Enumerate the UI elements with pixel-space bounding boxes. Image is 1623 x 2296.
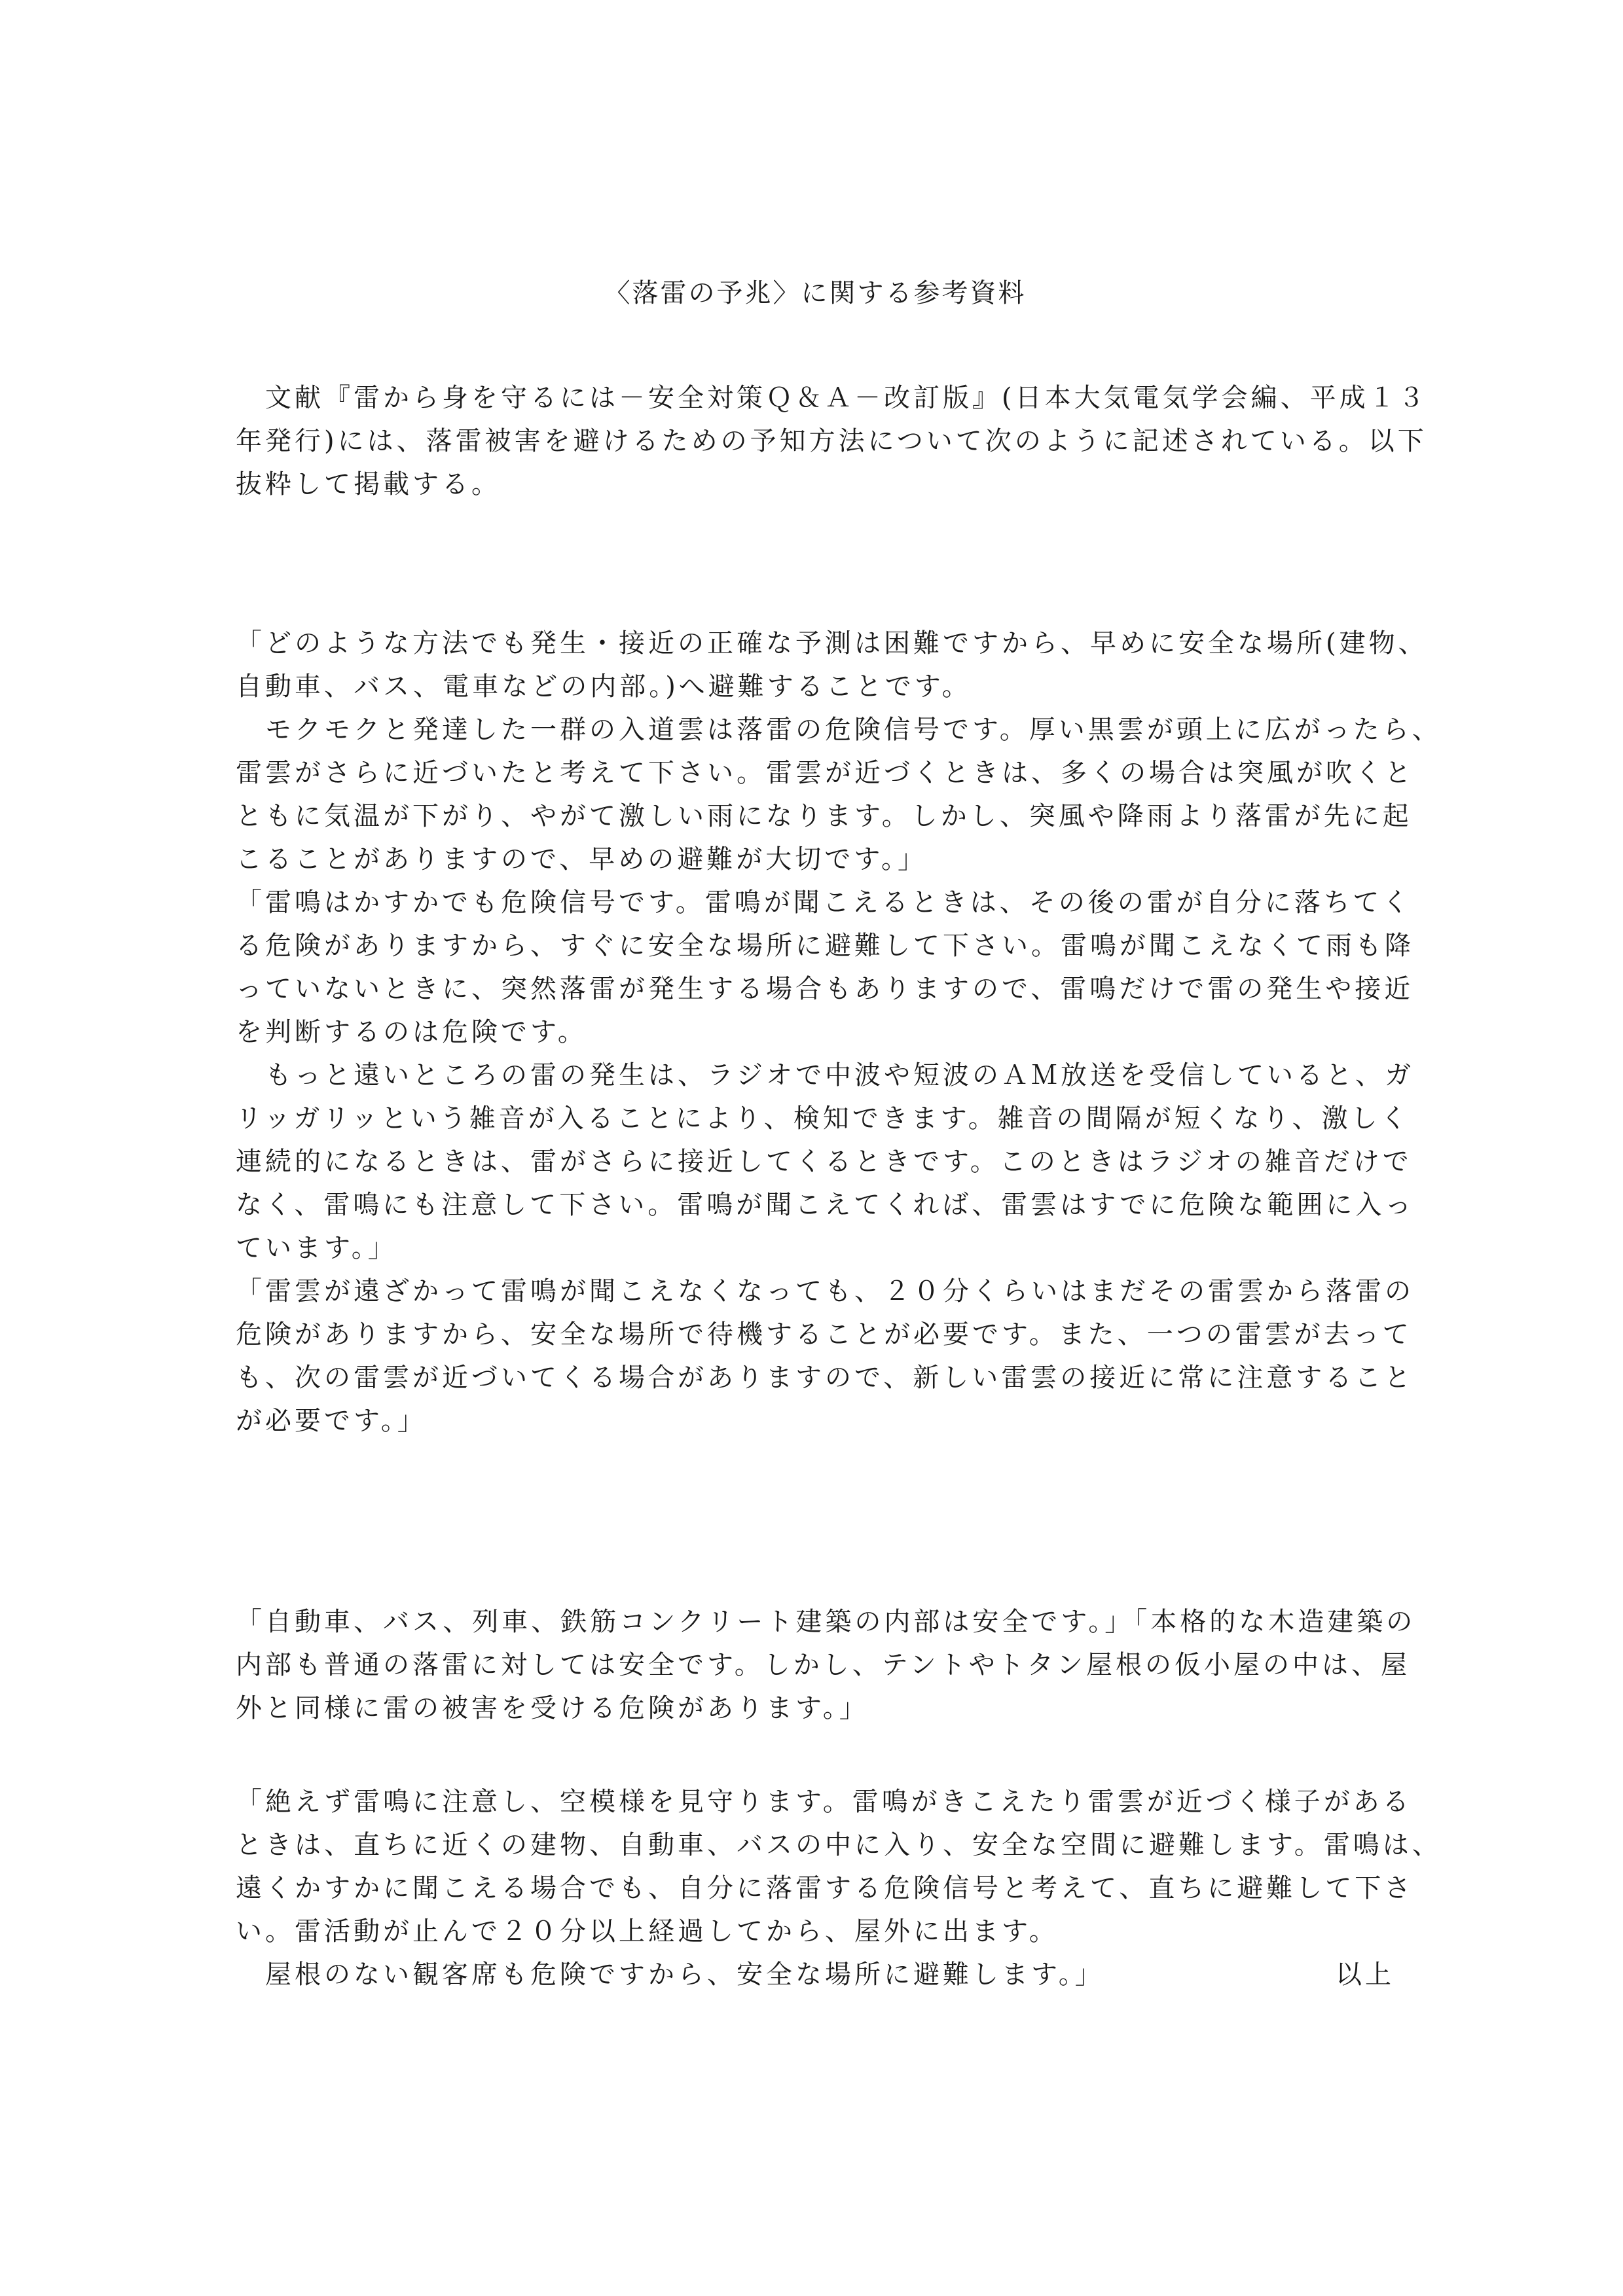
quote-block-1	[236, 622, 1442, 1443]
quote-line: ときは、直ちに近くの建物、自動車、バスの中に入り、安全な空間に避難します。雷鳴は、	[236, 1830, 1442, 1860]
quote-block-3	[236, 1780, 1442, 1996]
quote-line: 外と同様に雷の被害を受ける危険があります。」	[236, 1693, 869, 1723]
quote-line: 屋根のない観客席も危険ですから、安全な場所に避難します。」	[236, 1960, 1104, 1990]
intro-line: 年発行)には、落雷被害を避けるための予知方法について次のように記述されている。以下	[236, 426, 1427, 456]
quote-line: 「自動車、バス、列車、鉄筋コンクリート建築の内部は安全です。」「本格的な木造建築の	[236, 1607, 1416, 1637]
quote-line: い。雷活動が止んで２０分以上経過してから、屋外に出ます。	[236, 1916, 1059, 1946]
document-title: 〈落雷の予兆〉に関する参考資料	[604, 278, 1027, 308]
quote-line: ています。」	[236, 1233, 397, 1263]
intro-paragraph	[236, 376, 1428, 506]
quote-line: 「どのような方法でも発生・接近の正確な予測は困難ですから、早めに安全な場所(建物、	[236, 628, 1428, 658]
quote-last-line-row	[236, 1953, 1395, 1996]
quote-line: 「雷鳴はかすかでも危険信号です。雷鳴が聞こえるときは、その後の雷が自分に落ちてく	[236, 888, 1412, 918]
quote-line: っていないときに、突然落雷が発生する場合もありますので、雷鳴だけで雷の発生や接近	[236, 974, 1414, 1004]
quote-line: 遠くかすかに聞こえる場合でも、自分に落雷する危険信号と考えて、直ちに避難して下さ	[236, 1873, 1414, 1903]
quote-line: なく、雷鳴にも注意して下さい。雷鳴が聞こえてくれば、雷雲はすでに危険な範囲に入っ	[236, 1190, 1415, 1220]
quote-line: 「絶えず雷鳴に注意し、空模様を見守ります。雷鳴がきこえたり雷雲が近づく様子がある	[236, 1787, 1412, 1817]
quote-line: ともに気温が下がり、やがて激しい雨になります。しかし、突風や降雨より落雷が先に起	[236, 801, 1412, 831]
quote-line: もっと遠いところの雷の発生は、ラジオで中波や短波のＡＭ放送を受信していると、ガ	[236, 1060, 1414, 1090]
quote-line: モクモクと発達した一群の入道雲は落雷の危険信号です。厚い黒雲が頭上に広がったら、	[236, 715, 1442, 745]
intro-line: 抜粋して掲載する。	[236, 469, 501, 499]
quote-block-2	[236, 1600, 1416, 1730]
quote-line: 雷雲がさらに近づいたと考えて下さい。雷雲が近づくときは、多くの場合は突風が吹くと	[236, 758, 1414, 788]
quote-line: を判断するのは危険です。	[236, 1017, 587, 1047]
quote-line: 「雷雲が遠ざかって雷鳴が聞こえなくなっても、２０分くらいはまだその雷雲から落雷の	[236, 1276, 1414, 1306]
quote-line: こることがありますので、早めの避難が大切です。」	[236, 844, 927, 874]
quote-line: 内部も普通の落雷に対しては安全です。しかし、テントやトタン屋根の仮小屋の中は、屋	[236, 1650, 1410, 1680]
quote-line: も、次の雷雲が近づいてくる場合がありますので、新しい雷雲の接近に常に注意すること	[236, 1363, 1414, 1393]
closing-mark: 以上	[1336, 1960, 1395, 1990]
quote-line: る危険がありますから、すぐに安全な場所に避難して下さい。雷鳴が聞こえなくて雨も降	[236, 931, 1414, 961]
quote-line: 危険がありますから、安全な場所で待機することが必要です。また、一つの雷雲が去って	[236, 1319, 1412, 1350]
quote-line: 自動車、バス、電車などの内部。)へ避難することです。	[236, 672, 972, 702]
document-page	[236, 0, 1442, 2296]
quote-line: リッガリッという雑音が入ることにより、検知できます。雑音の間隔が短くなり、激しく	[236, 1103, 1410, 1134]
quote-line: 連続的になるときは、雷がさらに接近してくるときです。このときはラジオの雑音だけで	[236, 1147, 1412, 1177]
quote-line: が必要です。」	[236, 1406, 427, 1436]
intro-line: 文献『雷から身を守るには－安全対策Ｑ＆Ａ－改訂版』(日本大気電気学会編、平成１３	[236, 383, 1428, 413]
